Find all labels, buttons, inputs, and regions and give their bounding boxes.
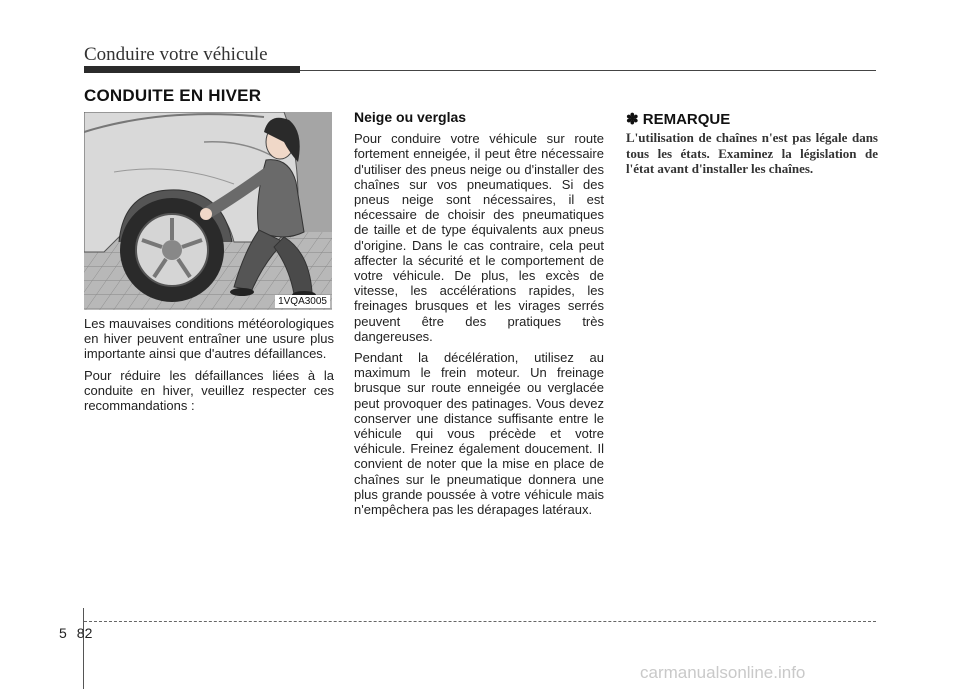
woman-checking-tire-illustration [84, 112, 332, 310]
note-title: ✽ REMARQUE [626, 111, 731, 128]
note-box [626, 112, 878, 183]
watermark-text: carmanualsonline.info [640, 663, 806, 682]
snow-ice-paragraph-2: Pendant la décélération, utilisez au maximum le frein moteur. Un freinage brusque sur route enneigée ou verglacée peut provoquer des patinages. Vous devez conserver une distance suffisante entre le véhicule qui vous précède et votre véhicule. Freinez également doucement. Il convient de noter que la mise en place de chaînes sur le pneumatique donnera une plus grande poussée à votre véhicule mais n'empêchera pas les dérapages latéraux. [354, 350, 604, 518]
snow-ice-column [354, 110, 604, 523]
intro-paragraph-2: Pour réduire les défaillances liées à la conduite en hiver, veuillez respecter ces recommandations : [84, 367, 334, 414]
illustration-tire-check [84, 112, 332, 310]
figure-code: 1VQA3005 [275, 295, 330, 308]
page-number-value: 82 [76, 625, 93, 641]
header-title: Conduire votre véhicule [84, 44, 268, 65]
header-rule [300, 70, 876, 71]
footer-dashed-rule [84, 621, 876, 622]
snow-ice-heading: Neige ou verglas [354, 109, 467, 125]
page-number [59, 625, 92, 641]
header-bar [84, 66, 300, 73]
chapter-number: 5 [59, 625, 67, 641]
snow-ice-paragraph-1: Pour conduire votre véhicule sur route fortement enneigée, il peut être nécessaire d'utiliser des pneus neige ou d'installer des chaînes sur vos pneumatiques. Si des pneus neige sont nécessaires, il est nécessaire de choisir des pneumatiques de taille et de type équivalents aux pneus d'origine. Dans le cas contraire, cela peut affecter la sécurité et le comportement de votre véhicule. De plus, les excès de vitesse, les accélérations rapides, les freinages brusques et les virages serrés peuvent être des pratiques très dangereuses. [354, 131, 604, 344]
intro-column [84, 316, 334, 419]
intro-paragraph-1: Les mauvaises conditions météorologiques en hiver peuvent entraîner une usure plus importante ainsi que d'autres défaillances. [84, 316, 334, 362]
note-body: L'utilisation de chaînes n'est pas légale dans tous les états. Examinez la législation de l'état avant d'installer les chaînes. [626, 130, 878, 177]
section-title: CONDUITE EN HIVER [84, 86, 262, 105]
